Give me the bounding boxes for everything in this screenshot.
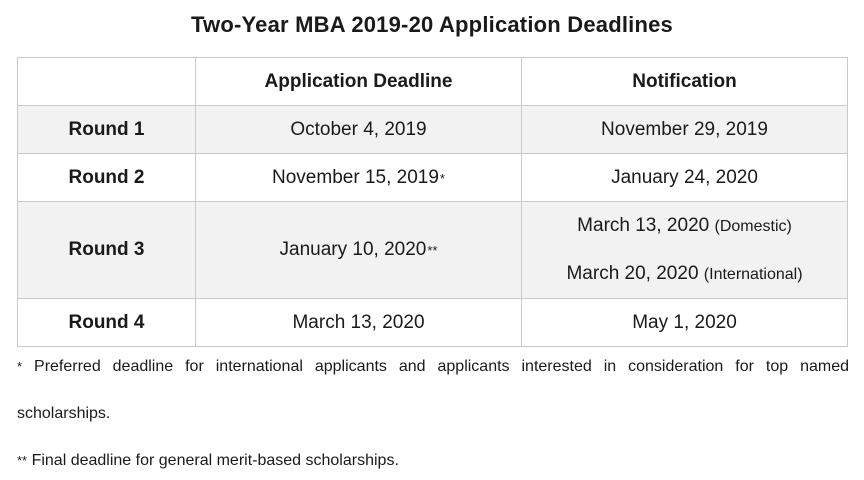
notification-cell: May 1, 2020 <box>522 299 848 347</box>
deadline-date: March 13, 2020 <box>292 311 425 333</box>
deadline-date: November 15, 2019 <box>272 166 439 188</box>
notification-date: March 13, 2020 <box>577 215 710 236</box>
round-label: Round 2 <box>18 154 196 202</box>
deadline-cell <box>196 106 522 154</box>
table-row <box>18 299 848 347</box>
footnote-marker: ** <box>427 243 438 258</box>
deadline-date: January 10, 2020 <box>279 239 427 260</box>
footnote-1-continued: scholarships. <box>17 405 111 422</box>
footnote-1 <box>17 358 849 376</box>
deadline-cell <box>196 154 522 202</box>
deadlines-table <box>17 57 848 347</box>
footnote-text: Final deadline for general merit-based scholarships. <box>31 452 399 469</box>
page-title: Two-Year MBA 2019-20 Application Deadlines <box>191 12 673 37</box>
header-round <box>18 58 196 106</box>
notification-cell: January 24, 2020 <box>522 154 848 202</box>
round-label: Round 1 <box>18 106 196 154</box>
deadline-cell <box>196 202 522 299</box>
footnote-text: Preferred deadline for international applicants and applicants interested in consideration for top named <box>34 358 849 375</box>
notification-line <box>522 250 847 298</box>
table-header-row <box>18 58 848 106</box>
notification-note: (Domestic) <box>714 218 792 235</box>
notification-cell <box>522 202 848 299</box>
notification-line <box>522 202 847 250</box>
round-label: Round 4 <box>18 299 196 347</box>
footnote-2 <box>17 452 849 470</box>
header-application-deadline: Application Deadline <box>196 58 522 106</box>
table-row <box>18 202 848 299</box>
round-label: Round 3 <box>18 202 196 299</box>
notification-cell: November 29, 2019 <box>522 106 848 154</box>
header-notification: Notification <box>522 58 848 106</box>
notification-date: March 20, 2020 <box>566 263 699 284</box>
footnote-marker: * <box>439 170 445 186</box>
notification-note: (International) <box>703 266 803 283</box>
table-row <box>18 106 848 154</box>
footnote-marker: * <box>17 359 23 374</box>
deadline-cell <box>196 299 522 347</box>
deadline-date: October 4, 2019 <box>290 118 427 140</box>
table-row <box>18 154 848 202</box>
footnote-marker: ** <box>17 453 28 468</box>
